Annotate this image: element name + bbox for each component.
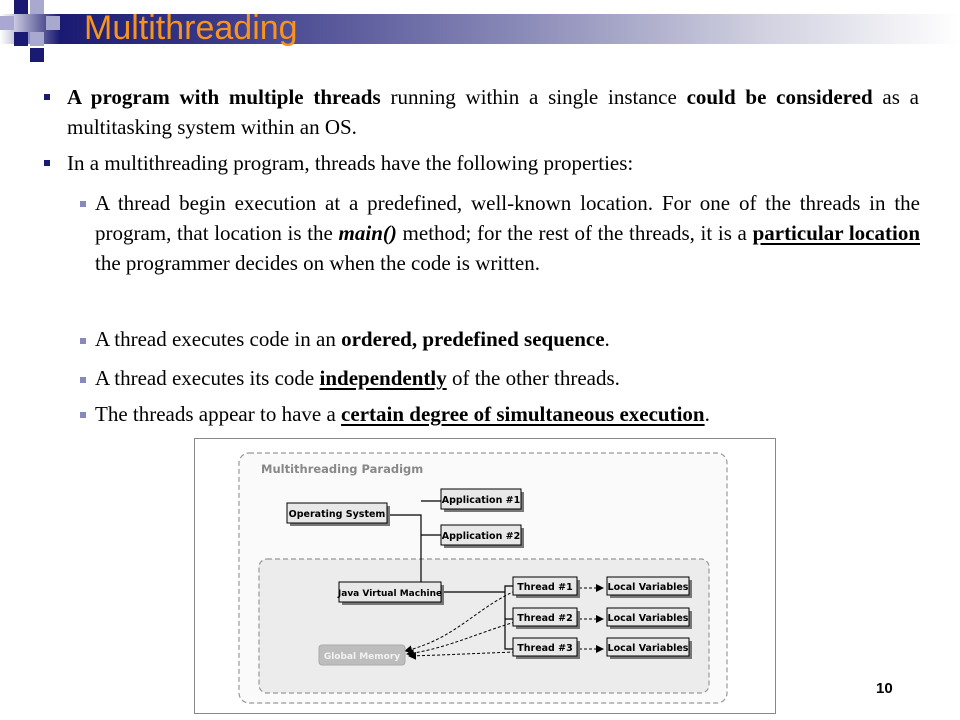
bullet-text: A thread executes code in an (95, 327, 342, 351)
bullet-text: A thread executes its code (95, 366, 320, 390)
bullet-text-underlined: certain degree of simultaneous execution (341, 402, 705, 426)
application-1-label: Application #1 (441, 495, 521, 506)
bullet-text-underlined: independently (319, 366, 447, 390)
sub-bullet-ordered-sequence (95, 324, 920, 354)
jvm-label: Java Virtual Machine (337, 589, 443, 599)
thread-1-label: Thread #1 (517, 582, 573, 593)
diagram-title: Multithreading Paradigm (261, 462, 424, 476)
operating-system-label: Operating System (288, 509, 386, 520)
bullet-text: method; for the rest of the threads, it is a (396, 221, 753, 245)
header-square (30, 0, 44, 14)
bullet-text: A thread begin execution at a predefined, well-known location. For one of the threads in the program, that location is the (95, 191, 920, 245)
bullet-thread-properties (67, 148, 919, 178)
bullet-text: of the other threads. (446, 366, 620, 390)
header-square (46, 16, 60, 30)
sub-bullet-independently (95, 363, 920, 393)
bullet-text: In a multithreading program, threads have the following properties: (67, 151, 634, 175)
sub-bullet-simultaneous (95, 399, 920, 429)
global-memory-label: Global Memory (323, 652, 401, 662)
sub-bullet-marker (80, 201, 86, 207)
sub-bullet-execution-location (95, 188, 920, 278)
bullet-text-underlined: particular location (752, 221, 920, 245)
bullet-text: . (704, 402, 710, 426)
bullet-marker (44, 94, 50, 100)
multithreading-diagram (194, 438, 776, 714)
local-variables-2-label: Local Variables (607, 613, 689, 624)
bullet-text: . (604, 327, 610, 351)
local-variables-3-label: Local Variables (607, 643, 689, 654)
header-square (0, 16, 14, 30)
bullet-text-bold: could be considered (686, 85, 873, 109)
bullet-marker (44, 160, 50, 166)
thread-2-label: Thread #2 (517, 613, 573, 624)
slide-title: Multithreading (84, 9, 298, 47)
bullet-text-bold-italic: main() (338, 221, 397, 245)
header-square (30, 32, 44, 46)
diagram-svg (195, 439, 775, 713)
bullet-text: the programmer decides on when the code is written. (95, 251, 540, 275)
sub-bullet-marker (80, 338, 86, 344)
thread-3-label: Thread #3 (517, 643, 573, 654)
bullet-text: The threads appear to have a (95, 402, 342, 426)
bullet-text: running within a single instance (380, 85, 687, 109)
sub-bullet-marker (80, 377, 86, 383)
bullet-program-threads (67, 82, 919, 142)
bullet-text-bold: ordered, predefined sequence (341, 327, 605, 351)
header-square (14, 0, 28, 14)
local-variables-1-label: Local Variables (607, 582, 689, 593)
sub-bullet-marker (80, 412, 86, 418)
application-2-label: Application #2 (441, 531, 521, 542)
bullet-text-bold: A program with multiple threads (67, 85, 381, 109)
header-square (14, 32, 28, 46)
bullet-text: as a multitasking system within an OS. (67, 85, 919, 139)
header-square (30, 48, 44, 62)
page-number: 10 (876, 680, 893, 697)
